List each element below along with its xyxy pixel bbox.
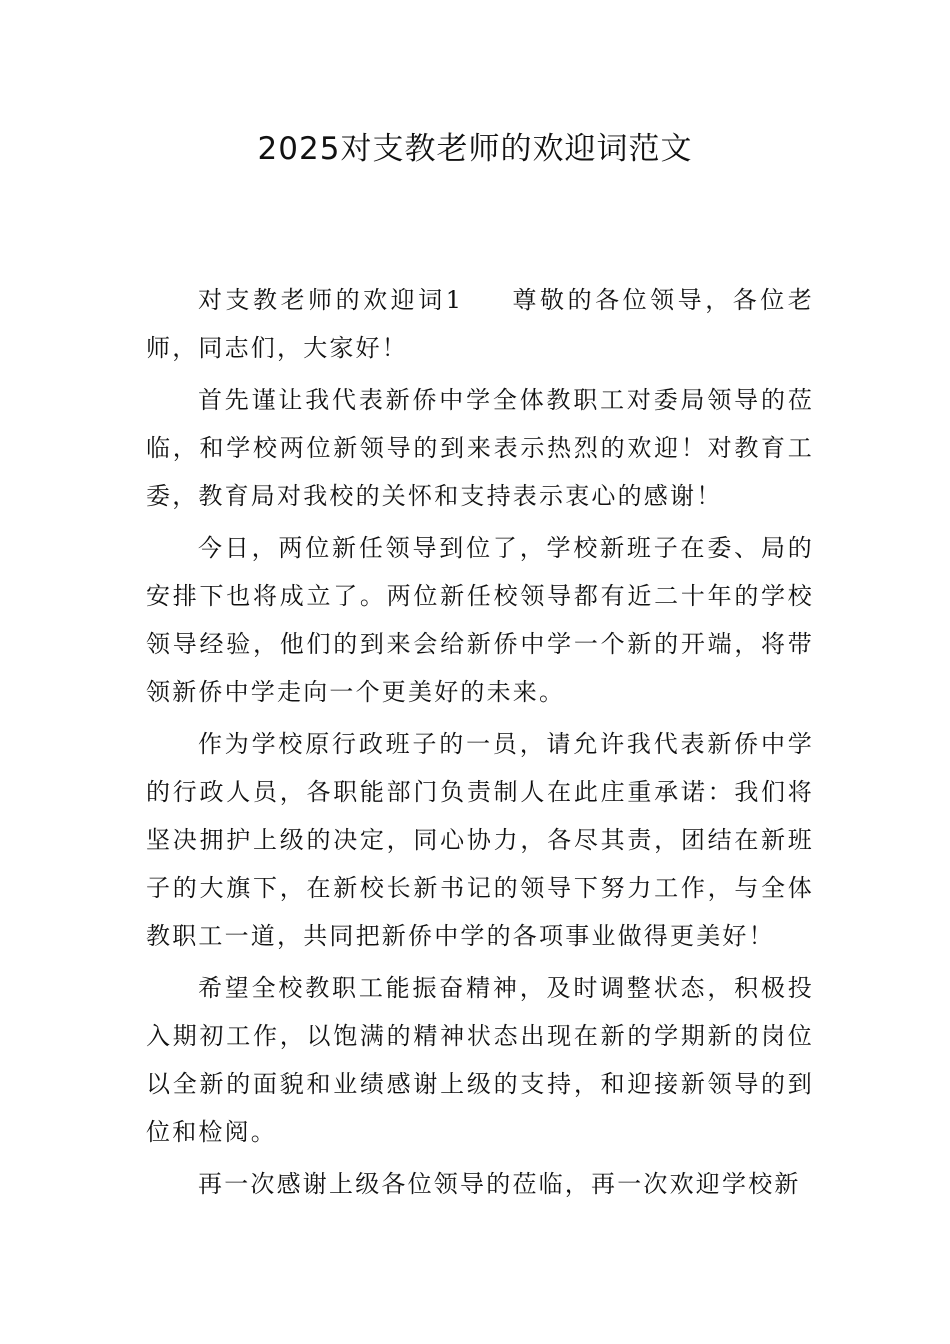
- paragraph-1: 首先谨让我代表新侨中学全体教职工对委局领导的莅临，和学校两位新领导的到来表示热烈的欢迎！对教育工委，教育局对我校的关怀和支持表示衷心的感谢！: [146, 386, 814, 510]
- paragraph-3: 作为学校原行政班子的一员，请允许我代表新侨中学的行政人员，各职能部门负责制人在此庄重承诺：我们将坚决拥护上级的决定，同心协力，各尽其责，团结在新班子的大旗下，在新校长新书记的领导下努力工作，与全体教职工一道，共同把新侨中学的各项事业做得更美好！: [146, 730, 814, 950]
- document-body: [146, 276, 814, 1212]
- intro-paragraph: [146, 276, 814, 372]
- speech-heading: 对支教老师的欢迎词1: [198, 286, 464, 314]
- paragraph-4: 希望全校教职工能振奋精神，及时调整状态，积极投入期初工作，以饱满的精神状态出现在新的学期新的岗位以全新的面貌和业绩感谢上级的支持，和迎接新领导的到位和检阅。: [146, 974, 814, 1146]
- paragraph-2: 今日，两位新任领导到位了，学校新班子在委、局的安排下也将成立了。两位新任校领导都有近二十年的学校领导经验，他们的到来会给新侨中学一个新的开端，将带领新侨中学走向一个更美好的未来。: [146, 534, 814, 706]
- greeting-text: 尊敬的各位领导，各位老师，同志们，大家好！: [146, 286, 814, 362]
- document-title: 2025对支教老师的欢迎词范文: [257, 131, 693, 167]
- paragraph-5: 再一次感谢上级各位领导的莅临，再一次欢迎学校新: [198, 1170, 801, 1198]
